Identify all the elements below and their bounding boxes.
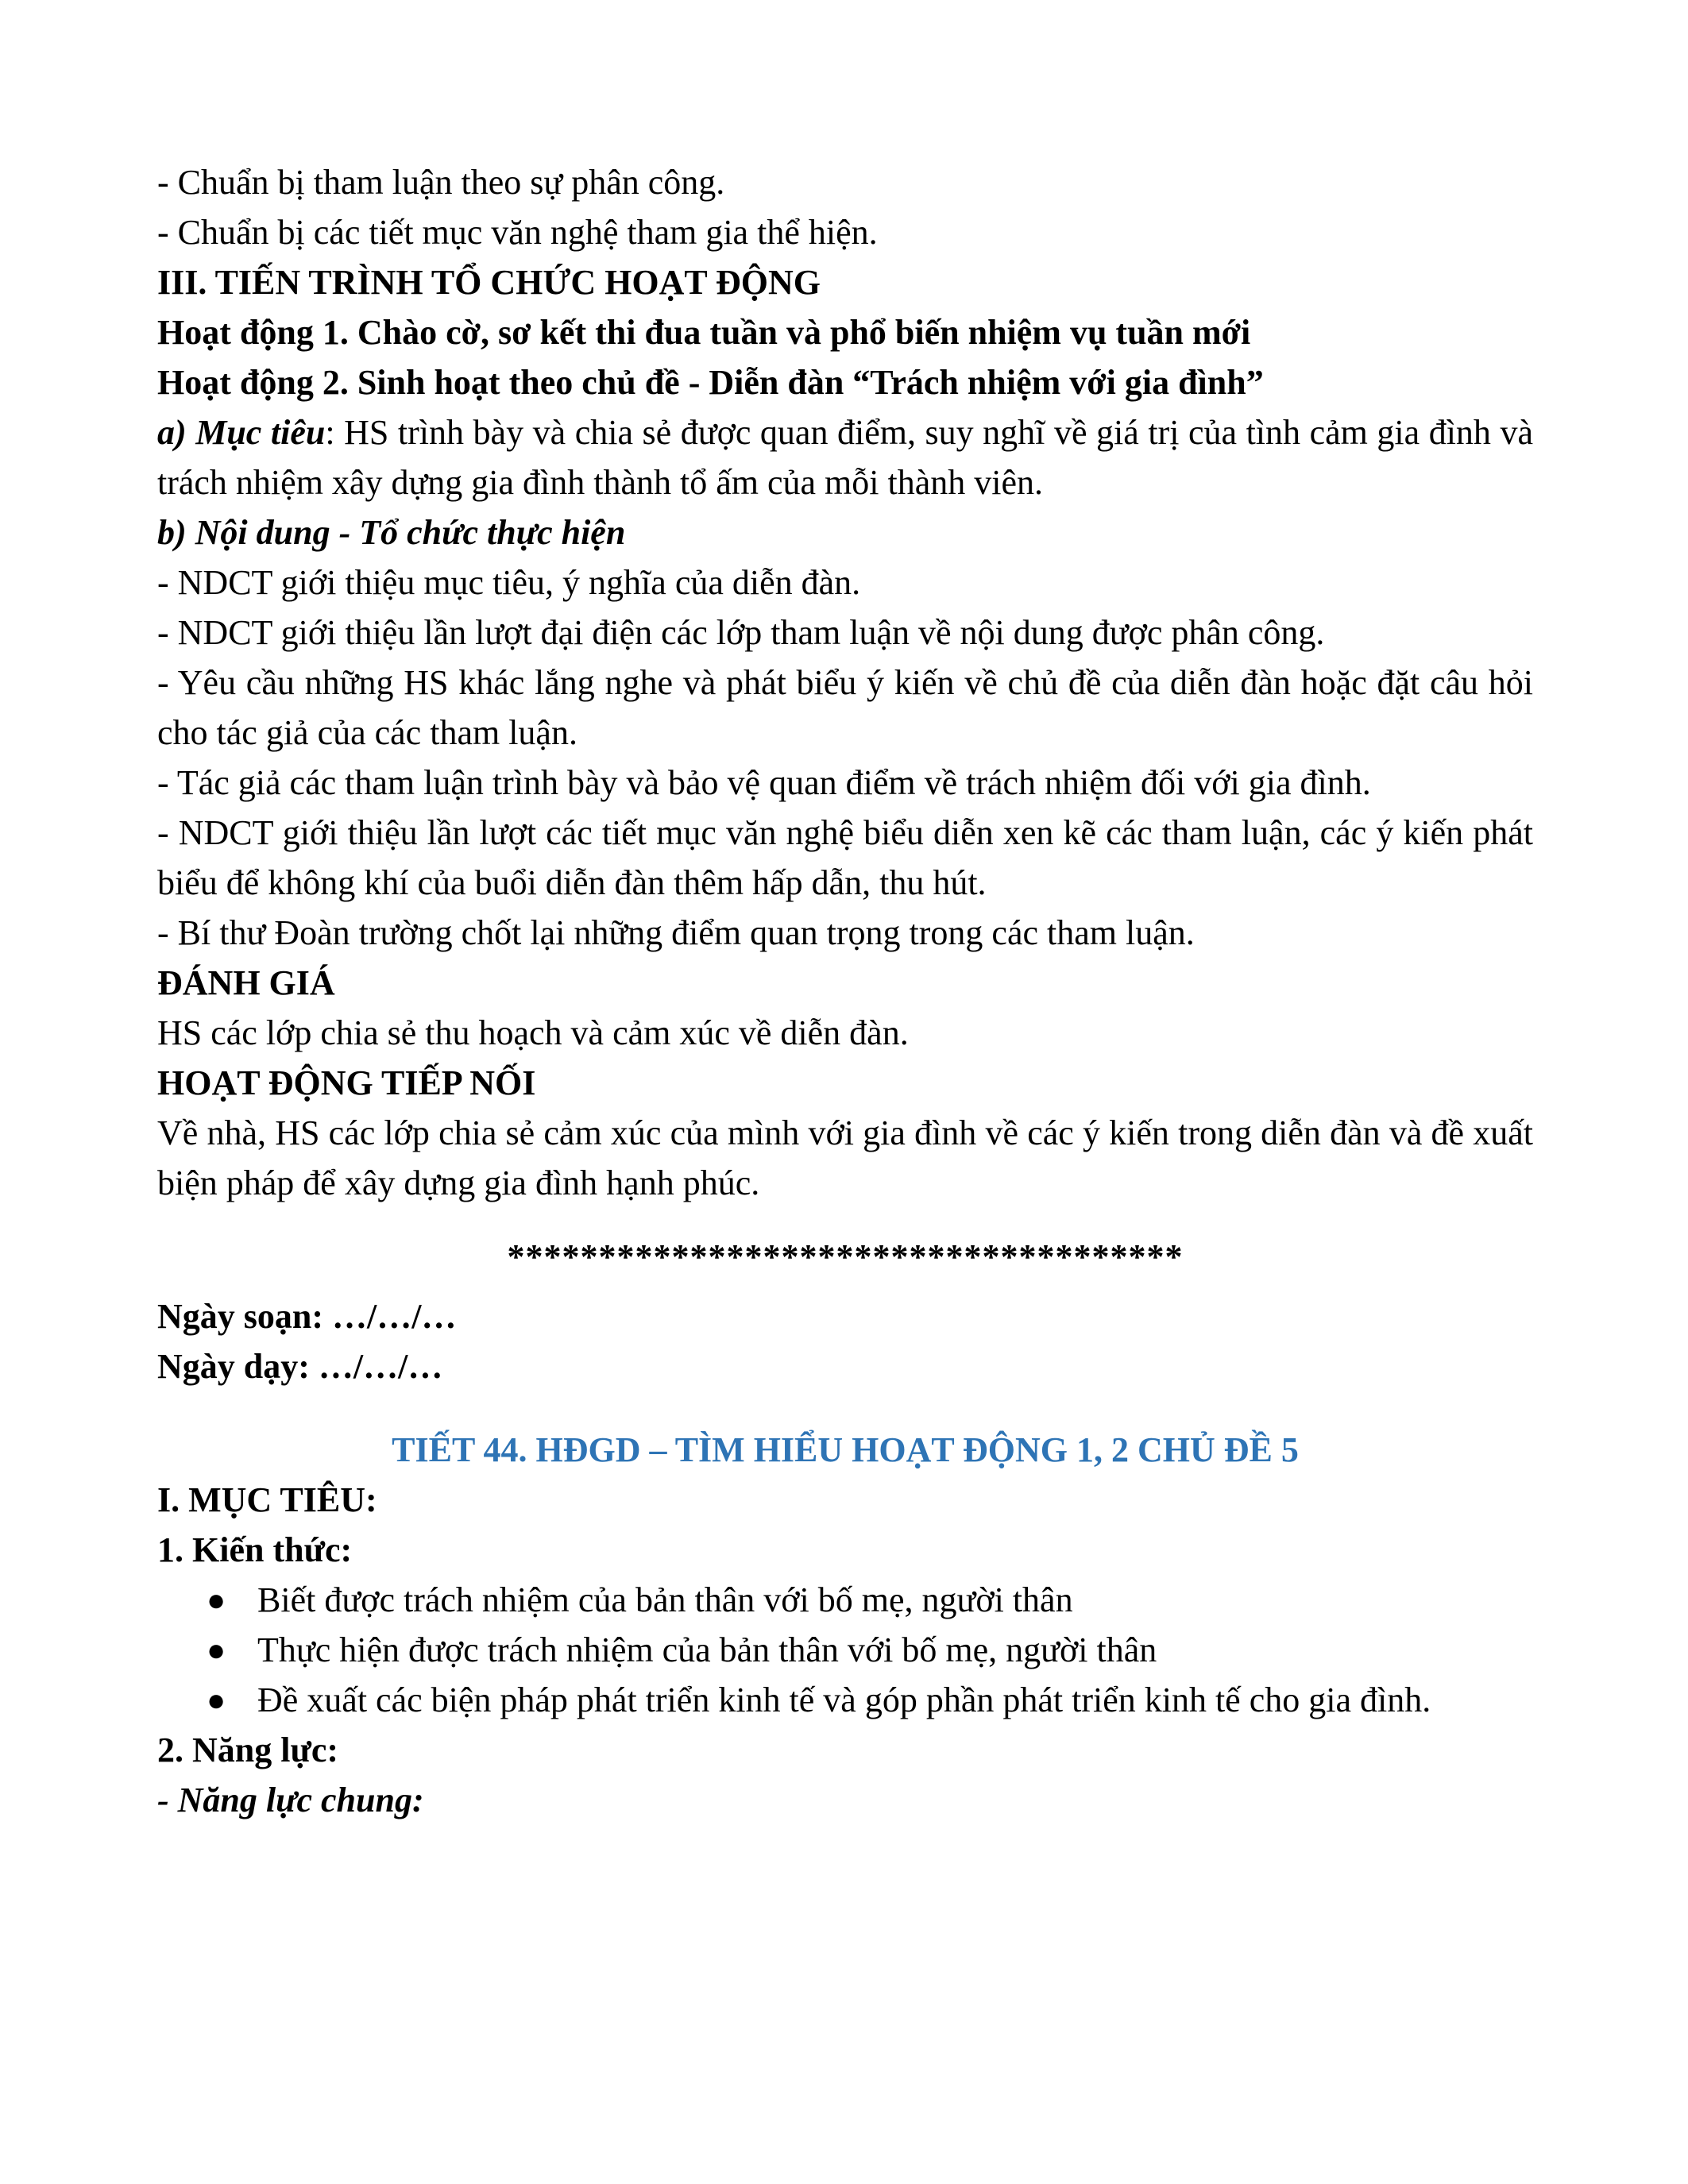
knowledge-item-text: Biết được trách nhiệm của bản thân với bố mẹ, người thân xyxy=(257,1580,1073,1619)
knowledge-item xyxy=(157,1575,1533,1625)
goal-label: a) Mục tiêu xyxy=(157,413,326,452)
knowledge-item-text: Đề xuất các biện pháp phát triển kinh tế và góp phần phát triển kinh tế cho gia đình. xyxy=(257,1680,1431,1719)
evaluation-heading: ĐÁNH GIÁ xyxy=(157,963,335,1002)
goal-text: : HS trình bày và chia sẻ được quan điểm, suy nghĩ về giá trị của tình cảm gia đình và trách nhiệm xây dựng gia đình thành tổ ấm của mỗi thành viên. xyxy=(157,413,1534,502)
objectives-heading: I. MỤC TIÊU: xyxy=(157,1480,377,1519)
knowledge-item-text: Thực hiện được trách nhiệm của bản thân với bố mẹ, người thân xyxy=(257,1630,1157,1669)
knowledge-item xyxy=(157,1675,1533,1725)
document-page xyxy=(157,157,1533,1825)
activity-heading: Hoạt động 1. Chào cờ, sơ kết thi đua tuần và phổ biến nhiệm vụ tuần mới xyxy=(157,313,1251,352)
activity-heading: Hoạt động 2. Sinh hoạt theo chủ đề - Diễn đàn “Trách nhiệm với gia đình” xyxy=(157,363,1264,402)
content-item: - NDCT giới thiệu lần lượt các tiết mục văn nghệ biểu diễn xen kẽ các tham luận, các ý kiến phát biểu để không khí của buổi diễn đàn thêm hấp dẫn, thu hút. xyxy=(157,813,1533,902)
content-item: - NDCT giới thiệu lần lượt đại điện các lớp tham luận về nội dung được phân công. xyxy=(157,613,1325,652)
content-item: - Yêu cầu những HS khác lắng nghe và phát biểu ý kiến về chủ đề của diễn đàn hoặc đặt câu hỏi cho tác giả của các tham luận. xyxy=(157,663,1533,752)
evaluation-text: HS các lớp chia sẻ thu hoạch và cảm xúc về diễn đàn. xyxy=(157,1013,909,1052)
knowledge-item xyxy=(157,1625,1533,1675)
lesson-title: TIẾT 44. HĐGD – TÌM HIỂU HOẠT ĐỘNG 1, 2 CHỦ ĐỀ 5 xyxy=(392,1430,1299,1469)
goal-paragraph xyxy=(157,407,1533,507)
separator: ************************************* xyxy=(507,1237,1184,1276)
knowledge-list xyxy=(157,1575,1533,1725)
section-heading: III. TIẾN TRÌNH TỔ CHỨC HOẠT ĐỘNG xyxy=(157,263,821,302)
content-item: - Bí thư Đoàn trường chốt lại những điểm quan trọng trong các tham luận. xyxy=(157,913,1195,952)
followup-text: Về nhà, HS các lớp chia sẻ cảm xúc của mình với gia đình về các ý kiến trong diễn đàn và đề xuất biện pháp để xây dựng gia đình hạnh phúc. xyxy=(157,1113,1533,1202)
general-competence: - Năng lực chung: xyxy=(157,1781,424,1819)
date-prepared: Ngày soạn: …/…/… xyxy=(157,1297,457,1336)
knowledge-heading: 1. Kiến thức: xyxy=(157,1530,353,1569)
bullet-icon: ● xyxy=(207,1682,226,1718)
competence-heading: 2. Năng lực: xyxy=(157,1731,339,1769)
content-item: - Tác giả các tham luận trình bày và bảo vệ quan điểm về trách nhiệm đối với gia đình. xyxy=(157,763,1371,802)
bullet-icon: ● xyxy=(207,1632,226,1668)
bullet-icon: ● xyxy=(207,1582,226,1618)
preparation-item: - Chuẩn bị tham luận theo sự phân công. xyxy=(157,163,725,202)
content-heading: b) Nội dung - Tổ chức thực hiện xyxy=(157,513,626,552)
followup-heading: HOẠT ĐỘNG TIẾP NỐI xyxy=(157,1063,536,1102)
preparation-item: - Chuẩn bị các tiết mục văn nghệ tham gia thể hiện. xyxy=(157,213,878,252)
content-item: - NDCT giới thiệu mục tiêu, ý nghĩa của diễn đàn. xyxy=(157,563,861,602)
date-taught: Ngày dạy: …/…/… xyxy=(157,1347,443,1386)
